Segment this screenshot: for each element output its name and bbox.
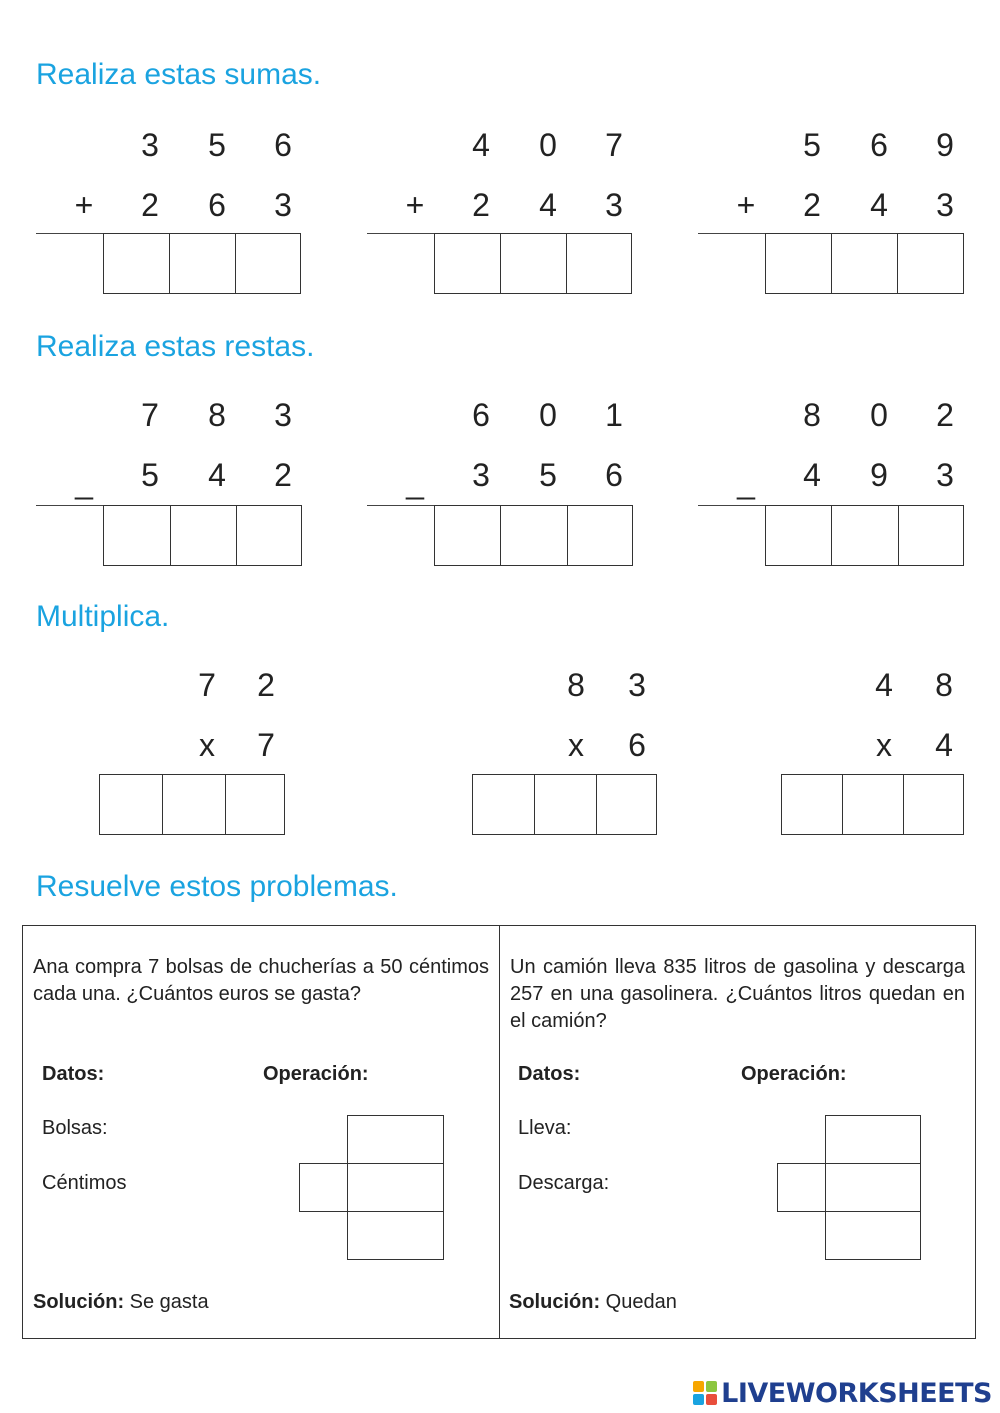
resta-3-top-digit: 2 <box>936 397 954 433</box>
resta-2-answer-box[interactable] <box>500 505 568 566</box>
problem-2 <box>500 926 975 1338</box>
mult-2-top-digit: 8 <box>567 667 585 703</box>
resta-1-bottom-digit: 4 <box>208 457 226 493</box>
resta-2-bottom-digit: 6 <box>605 457 623 493</box>
resta-1-bottom-digit: 5 <box>141 457 159 493</box>
resta-2-answer-box[interactable] <box>567 505 633 566</box>
resta-3-bottom-digit: 4 <box>803 457 821 493</box>
resta-1-operator: _ <box>75 464 93 500</box>
heading-restas: Realiza estas restas. <box>36 330 315 363</box>
suma-2-top-digit: 7 <box>605 127 623 163</box>
resta-3-operator: _ <box>737 464 755 500</box>
resta-1-top-digit: 8 <box>208 397 226 433</box>
mult-1-answer-box[interactable] <box>225 774 285 835</box>
suma-2-bottom-digit: 4 <box>539 187 557 223</box>
resta-2-top-digit: 6 <box>472 397 490 433</box>
suma-3-top-digit: 9 <box>936 127 954 163</box>
suma-2-top-digit: 4 <box>472 127 490 163</box>
suma-2-operator: + <box>405 187 425 223</box>
mult-3-top-digit: 4 <box>875 667 893 703</box>
resta-2-top-digit: 1 <box>605 397 623 433</box>
suma-3-bottom-digit: 3 <box>936 187 954 223</box>
suma-3-answer-box[interactable] <box>831 233 898 294</box>
problem-2-datos-label: Datos: <box>518 1063 581 1085</box>
resta-1-bottom-digit: 2 <box>274 457 292 493</box>
resta-3-line <box>698 505 766 506</box>
mult-1-answer-box[interactable] <box>162 774 226 835</box>
suma-2-answer-box[interactable] <box>500 233 567 294</box>
problem-1-operation-box[interactable] <box>347 1115 444 1164</box>
suma-3-line <box>698 233 766 234</box>
suma-1-top-digit: 5 <box>208 127 226 163</box>
logo-square-icon <box>706 1394 717 1405</box>
problem-2-operacion-label: Operación: <box>741 1063 847 1085</box>
problem-1-datos-label: Datos: <box>42 1063 105 1085</box>
suma-1-bottom-digit: 6 <box>208 187 226 223</box>
logo-square-icon <box>693 1394 704 1405</box>
mult-2-multiplier: 6 <box>628 727 646 763</box>
mult-1-top-digit: 2 <box>257 667 275 703</box>
suma-3-answer-box[interactable] <box>765 233 832 294</box>
resta-2-line <box>367 505 435 506</box>
suma-2-answer-box[interactable] <box>566 233 632 294</box>
suma-3-top-digit: 6 <box>870 127 888 163</box>
liveworksheets-logo-text: LIVEWORKSHEETS <box>721 1377 992 1409</box>
mult-2-answer-box[interactable] <box>534 774 597 835</box>
problem-2-operation-box[interactable] <box>825 1115 921 1164</box>
problem-2-operation-box[interactable] <box>777 1163 826 1212</box>
suma-2-bottom-digit: 2 <box>472 187 490 223</box>
heading-problemas: Resuelve estos problemas. <box>36 870 398 903</box>
problem-2-solucion-label: Solución: <box>509 1291 601 1313</box>
mult-1-operator: x <box>199 727 215 763</box>
problem-1-text: Ana compra 7 bolsas de chucherías a 50 céntimos cada una. ¿Cuántos euros se gasta? <box>33 956 489 1005</box>
suma-1-bottom-digit: 2 <box>141 187 159 223</box>
suma-2-line <box>367 233 435 234</box>
resta-1-line <box>36 505 104 506</box>
mult-3-answer-box[interactable] <box>781 774 843 835</box>
resta-3-bottom-digit: 9 <box>870 457 888 493</box>
problem-1-solucion-label: Solución: <box>33 1291 125 1313</box>
resta-3-top-digit: 0 <box>870 397 888 433</box>
problem-1-dato-bolsas: Bolsas: <box>42 1117 108 1139</box>
suma-3-top-digit: 5 <box>803 127 821 163</box>
suma-1-answer-box[interactable] <box>235 233 301 294</box>
suma-1-top-digit: 6 <box>274 127 292 163</box>
suma-1-answer-box[interactable] <box>169 233 236 294</box>
resta-2-operator: _ <box>406 464 424 500</box>
resta-3-answer-box[interactable] <box>765 505 832 566</box>
suma-2-bottom-digit: 3 <box>605 187 623 223</box>
problem-2-dato-descarga: Descarga: <box>518 1172 610 1194</box>
problem-1 <box>23 926 500 1338</box>
problem-2-operation-box[interactable] <box>825 1211 921 1260</box>
mult-3-multiplier: 4 <box>935 727 953 763</box>
mult-1-answer-box[interactable] <box>99 774 163 835</box>
suma-3-operator: + <box>736 187 756 223</box>
resta-2-answer-box[interactable] <box>434 505 501 566</box>
mult-2-answer-box[interactable] <box>596 774 657 835</box>
problems-table <box>22 925 976 1339</box>
resta-3-answer-box[interactable] <box>831 505 899 566</box>
resta-2-bottom-digit: 5 <box>539 457 557 493</box>
liveworksheets-logo-icon <box>693 1381 717 1405</box>
problem-1-operacion-label: Operación: <box>263 1063 369 1085</box>
resta-3-top-digit: 8 <box>803 397 821 433</box>
suma-1-top-digit: 3 <box>141 127 159 163</box>
problem-1-solucion <box>33 1291 209 1314</box>
problem-1-dato-centimos: Céntimos <box>42 1172 127 1194</box>
logo-square-icon <box>693 1381 704 1392</box>
problem-1-solucion-text: Se gasta <box>124 1291 209 1313</box>
mult-1-top-digit: 7 <box>198 667 216 703</box>
resta-2-top-digit: 0 <box>539 397 557 433</box>
resta-1-top-digit: 3 <box>274 397 292 433</box>
suma-3-answer-box[interactable] <box>897 233 964 294</box>
heading-multiplica: Multiplica. <box>36 600 170 633</box>
problem-2-dato-lleva: Lleva: <box>518 1117 572 1139</box>
resta-3-bottom-digit: 3 <box>936 457 954 493</box>
suma-2-top-digit: 0 <box>539 127 557 163</box>
suma-1-answer-box[interactable] <box>103 233 170 294</box>
resta-1-answer-box[interactable] <box>103 505 171 566</box>
suma-1-operator: + <box>74 187 94 223</box>
problem-2-text: Un camión lleva 835 litros de gasolina y descarga 257 en una gasolinera. ¿Cuántos litros quedan en el camión? <box>510 956 965 1032</box>
suma-3-bottom-digit: 2 <box>803 187 821 223</box>
resta-1-answer-box[interactable] <box>170 505 237 566</box>
suma-2-answer-box[interactable] <box>434 233 501 294</box>
resta-1-top-digit: 7 <box>141 397 159 433</box>
problem-1-operation-box[interactable] <box>347 1211 444 1260</box>
resta-2-bottom-digit: 3 <box>472 457 490 493</box>
logo-square-icon <box>706 1381 717 1392</box>
problem-1-operation-box[interactable] <box>299 1163 348 1212</box>
mult-3-operator: x <box>876 727 892 763</box>
suma-3-bottom-digit: 4 <box>870 187 888 223</box>
problem-2-solucion <box>509 1291 677 1314</box>
mult-1-multiplier: 7 <box>257 727 275 763</box>
resta-1-answer-box[interactable] <box>236 505 302 566</box>
suma-1-bottom-digit: 3 <box>274 187 292 223</box>
mult-3-answer-box[interactable] <box>842 774 904 835</box>
mult-2-operator: x <box>568 727 584 763</box>
mult-3-top-digit: 8 <box>935 667 953 703</box>
suma-1-line <box>36 233 104 234</box>
mult-3-answer-box[interactable] <box>903 774 964 835</box>
problem-2-solucion-text: Quedan <box>600 1291 677 1313</box>
heading-sumas: Realiza estas sumas. <box>36 58 322 91</box>
problem-1-operation-box[interactable] <box>347 1163 444 1212</box>
mult-2-answer-box[interactable] <box>472 774 535 835</box>
problem-2-operation-box[interactable] <box>825 1163 921 1212</box>
resta-3-answer-box[interactable] <box>898 505 964 566</box>
mult-2-top-digit: 3 <box>628 667 646 703</box>
liveworksheets-logo <box>693 1376 992 1410</box>
